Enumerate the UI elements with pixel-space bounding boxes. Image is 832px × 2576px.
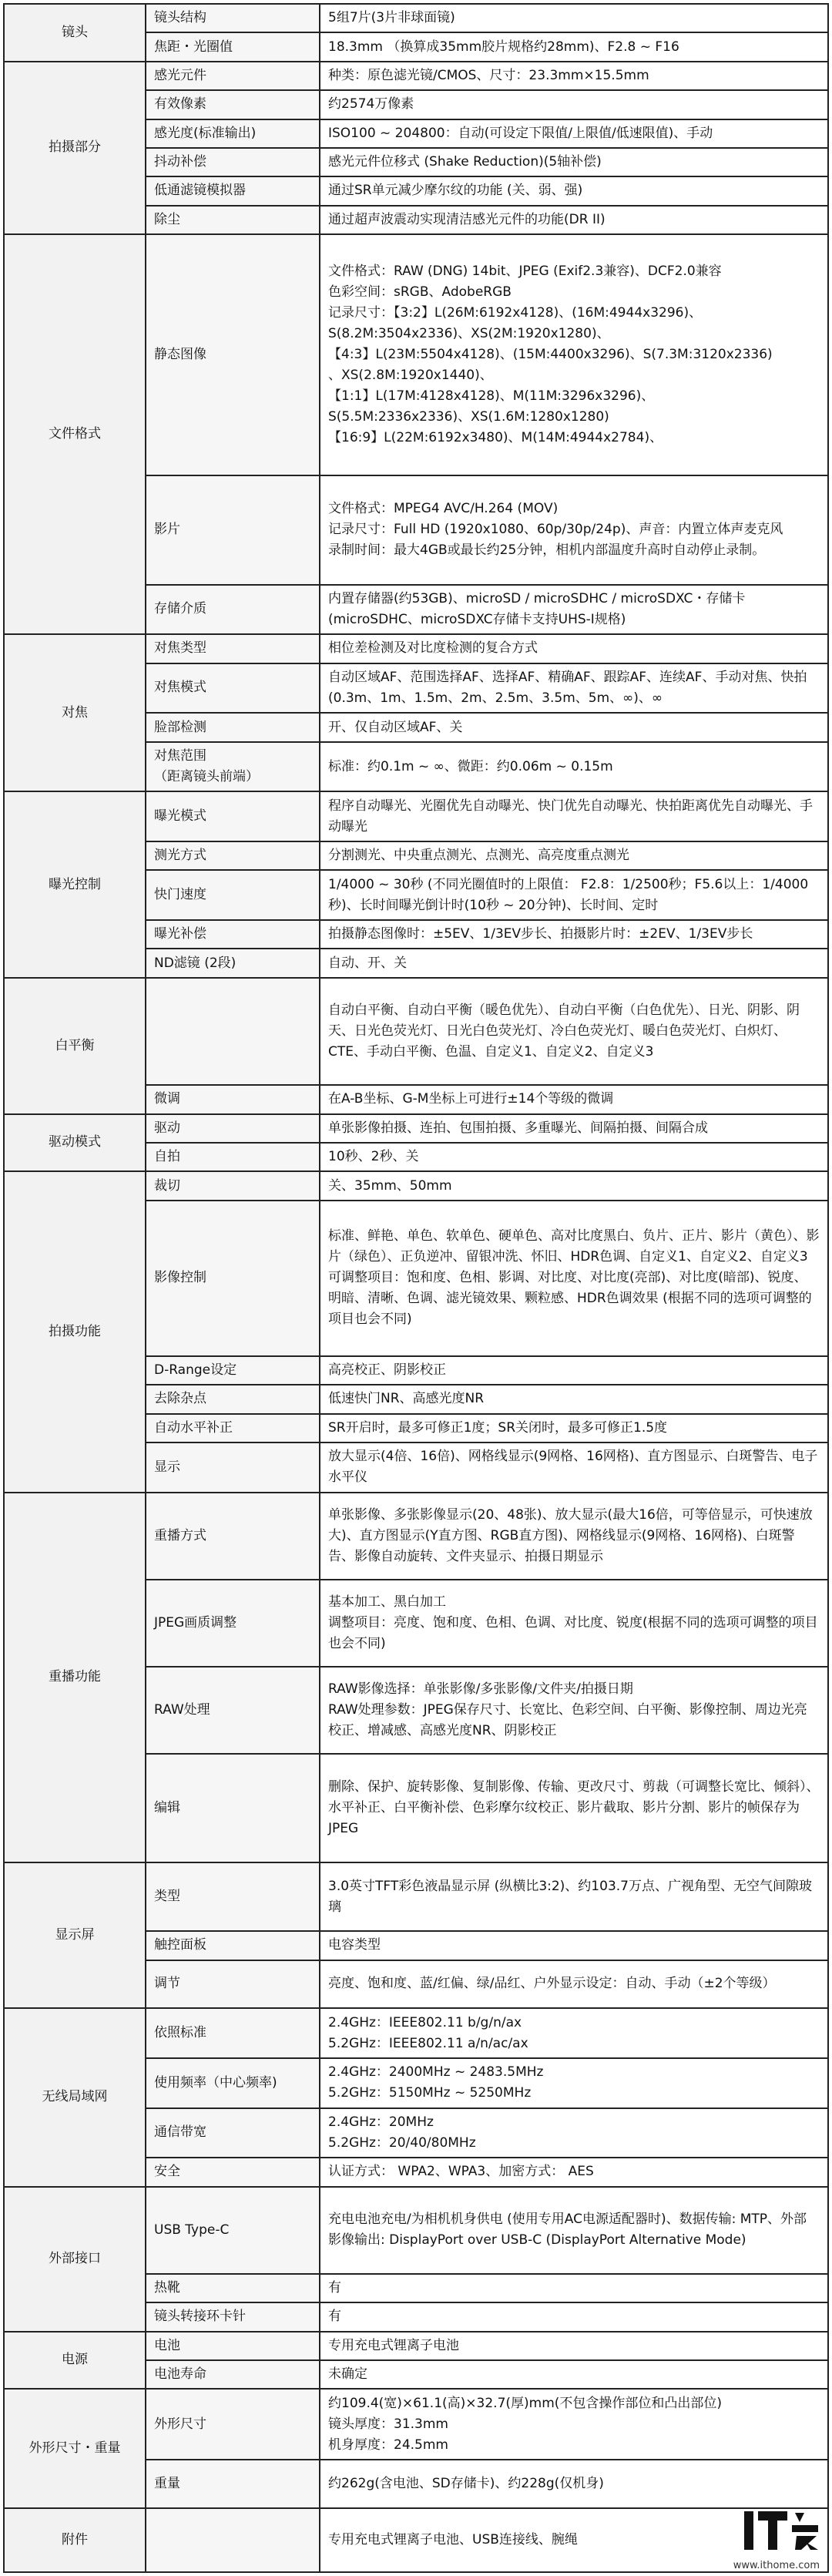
item-cell: 驱动 bbox=[146, 1114, 320, 1143]
item-cell: 对焦范围 （距离镜头前端） bbox=[146, 742, 320, 792]
watermark-url: www.ithome.com bbox=[733, 2560, 820, 2571]
value-line: 亮度、饱和度、蓝/红偏、绿/品红、户外显示设定：自动、手动（±2个等级） bbox=[328, 1976, 776, 1992]
category-cell: 文件格式 bbox=[4, 234, 146, 634]
item-cell: 外形尺寸 bbox=[146, 2389, 320, 2460]
item-cell: 影片 bbox=[146, 475, 320, 584]
value-cell bbox=[320, 2302, 828, 2331]
value-line: SR开启时，最多可修正1度；SR关闭时，最多可修正1.5度 bbox=[328, 1419, 668, 1436]
value-cell bbox=[320, 176, 828, 205]
value-line: 调整项目：亮度、饱和度、色相、色调、对比度、锐度(根据不同的选项可调整的项目也会不同) bbox=[328, 1614, 818, 1651]
value-cell bbox=[320, 2389, 828, 2460]
item-cell bbox=[146, 2508, 320, 2572]
value-line: 通过SR单元减少摩尔纹的功能 (关、弱、强) bbox=[328, 183, 583, 199]
value-line: 放大显示(4倍、16倍)、网格线显示(9网格、16网格)、直方图显示、白斑警告、电子水平仪 bbox=[328, 1449, 818, 1486]
value-cell bbox=[320, 1385, 828, 1413]
value-line: 充电电池充电/为相机机身供电 (使用专用AC电源适配器时)、数据传输: MTP、外部影像输出: DisplayPort over USB-C (DisplayPort Alternative Mode) bbox=[328, 2212, 807, 2249]
value-cell bbox=[320, 1356, 828, 1385]
value-line: S(8.2M:3504x2336)、XS(2M:1920x1280)、 bbox=[328, 326, 610, 342]
value-cell bbox=[320, 90, 828, 119]
value-cell bbox=[320, 2360, 828, 2389]
value-line: 感光元件位移式 (Shake Reduction)(5轴补偿) bbox=[328, 154, 602, 170]
item-cell: 对焦模式 bbox=[146, 663, 320, 714]
category-cell: 重播功能 bbox=[4, 1493, 146, 1863]
item-cell: 电池 bbox=[146, 2332, 320, 2360]
value-cell bbox=[320, 663, 828, 714]
value-line: 记录尺寸：Full HD (1920x1080、60p/30p/24p)、声音：内置立体声麦克风 bbox=[328, 522, 783, 538]
value-cell bbox=[320, 32, 828, 61]
item-cell: 除尘 bbox=[146, 206, 320, 234]
value-line: 在A-B坐标、G-M坐标上可进行±14个等级的微调 bbox=[328, 1091, 614, 1107]
value-line: (microSDHC、microSDXC存储卡支持UHS-I规格) bbox=[328, 611, 626, 627]
value-cell bbox=[320, 870, 828, 920]
item-cell: 显示 bbox=[146, 1442, 320, 1493]
value-line: 电容类型 bbox=[328, 1937, 381, 1953]
value-cell bbox=[320, 148, 828, 176]
spec-row bbox=[4, 1493, 828, 1580]
value-line: 删除、保护、旋转影像、复制影像、传输、更改尺寸、剪裁（可调整长宽比、倾斜）、水平补正、白平衡补偿、色彩摩尔纹校正、影片截取、影片分割、影片的帧保存为JPEG bbox=[328, 1779, 820, 1837]
item-cell: 抖动补偿 bbox=[146, 148, 320, 176]
value-cell bbox=[320, 920, 828, 949]
value-line: 关、35mm、50mm bbox=[328, 1177, 452, 1194]
value-cell bbox=[320, 2460, 828, 2508]
category-cell: 白平衡 bbox=[4, 978, 146, 1114]
value-line: 分割测光、中央重点测光、点测光、高亮度重点测光 bbox=[328, 848, 629, 864]
value-line: ISO100 ~ 204800：自动(可设定下限值/上限值/低速限值)、手动 bbox=[328, 125, 713, 141]
item-cell: 快门速度 bbox=[146, 870, 320, 920]
value-line: S(5.5M:2336x2336)、XS(1.6M:1280x1280) bbox=[328, 409, 609, 425]
item-cell: 依照标准 bbox=[146, 2008, 320, 2058]
value-line: 1/4000 ~ 30秒 (不同光圈值时的上限值： F2.8：1/2500秒；F5.6以上：1/4000秒)、长时间曝光倒计时(10秒 ~ 20分钟)、长时间、定时 bbox=[328, 876, 809, 913]
value-line: 内置存储器(约53GB)、microSD / microSDHC / microSDXC・存储卡 bbox=[328, 590, 746, 606]
item-cell: 镜头转接环卡针 bbox=[146, 2302, 320, 2331]
spec-row bbox=[4, 1862, 828, 1931]
value-cell bbox=[320, 791, 828, 841]
category-cell: 附件 bbox=[4, 2508, 146, 2572]
category-cell: 外形尺寸・重量 bbox=[4, 2389, 146, 2508]
value-cell bbox=[320, 2158, 828, 2186]
value-line: 约262g(含电池、SD存储卡)、约228g(仅机身) bbox=[328, 2476, 604, 2492]
value-line: RAW影像选择：单张影像/多张影像/文件夹/拍摄日期 bbox=[328, 1681, 633, 1697]
value-cell bbox=[320, 2274, 828, 2302]
spec-row bbox=[4, 634, 828, 663]
value-line: 5组7片(3片非球面镜) bbox=[328, 10, 455, 26]
item-cell: 使用频率（中心频率) bbox=[146, 2058, 320, 2108]
item-cell: 自拍 bbox=[146, 1143, 320, 1171]
item-cell: 安全 bbox=[146, 2158, 320, 2186]
value-cell bbox=[320, 1143, 828, 1171]
category-cell: 对焦 bbox=[4, 634, 146, 791]
value-line: 、XS(2.8M:1920x1440)、 bbox=[328, 368, 493, 384]
value-cell bbox=[320, 2332, 828, 2360]
spec-table-body bbox=[4, 4, 828, 2572]
value-line: 标准：约0.1m ~ ∞、微距：约0.06m ~ 0.15m bbox=[328, 758, 613, 774]
item-cell: 感光度(标准输出) bbox=[146, 119, 320, 148]
item-cell: JPEG画质调整 bbox=[146, 1580, 320, 1667]
value-cell bbox=[320, 1580, 828, 1667]
item-cell: 编辑 bbox=[146, 1754, 320, 1862]
spec-row bbox=[4, 62, 828, 90]
item-cell: 静态图像 bbox=[146, 234, 320, 475]
value-line: 拍摄静态图像时：±5EV、1/3EV步长、拍摄影片时：±2EV、1/3EV步长 bbox=[328, 926, 753, 942]
item-cell: 触控面板 bbox=[146, 1931, 320, 1960]
item-cell: RAW处理 bbox=[146, 1667, 320, 1754]
value-line: 5.2GHz：20/40/80MHz bbox=[328, 2134, 476, 2151]
value-cell bbox=[320, 1754, 828, 1862]
item-cell: 影像控制 bbox=[146, 1201, 320, 1356]
value-line: 通过超声波震动实现清洁感光元件的功能(DR II) bbox=[328, 211, 606, 227]
spec-row bbox=[4, 2187, 828, 2274]
value-line: 【16:9】L(22M:6192x3480)、M(14M:4944x2784)、 bbox=[328, 430, 663, 446]
category-cell: 电源 bbox=[4, 2332, 146, 2390]
item-cell: 重量 bbox=[146, 2460, 320, 2508]
value-cell bbox=[320, 978, 828, 1085]
item-cell: 类型 bbox=[146, 1862, 320, 1931]
value-cell bbox=[320, 206, 828, 234]
category-cell: 无线局域网 bbox=[4, 2008, 146, 2186]
item-cell: 脸部检测 bbox=[146, 713, 320, 741]
value-line: 专用充电式锂离子电池、USB连接线、腕绳 bbox=[328, 2531, 578, 2547]
item-cell: 去除杂点 bbox=[146, 1385, 320, 1413]
value-cell bbox=[320, 1493, 828, 1580]
value-line: 色彩空间：sRGB、AdobeRGB bbox=[328, 284, 512, 301]
value-line: 约109.4(宽)×61.1(高)×32.7(厚)mm(不包含操作部位和凸出部位) bbox=[328, 2395, 723, 2411]
value-line: 自动、开、关 bbox=[328, 955, 407, 971]
item-cell: 有效像素 bbox=[146, 90, 320, 119]
value-line: 单张影像拍摄、连拍、包围拍摄、多重曝光、间隔拍摄、间隔合成 bbox=[328, 1120, 708, 1136]
value-line: 文件格式：RAW (DNG) 14bit、JPEG (Exif2.3兼容)、DCF2.0兼容 bbox=[328, 264, 722, 280]
value-cell bbox=[320, 949, 828, 977]
value-line: 10秒、2秒、关 bbox=[328, 1149, 419, 1165]
value-cell bbox=[320, 1960, 828, 2009]
ithome-logo bbox=[741, 2505, 821, 2556]
spec-row bbox=[4, 4, 828, 32]
value-line: 约2574万像素 bbox=[328, 96, 414, 113]
value-line: 自动区域AF、范围选择AF、选择AF、精确AF、跟踪AF、连续AF、手动对焦、快拍(0.3m、1m、1.5m、2m、2.5m、3.5m、5m、∞)、∞ bbox=[328, 669, 807, 706]
value-line: 有 bbox=[328, 2309, 341, 2325]
item-cell bbox=[146, 978, 320, 1085]
value-line: 基本加工、黑白加工 bbox=[328, 1594, 446, 1610]
value-line: 2.4GHz：2400MHz ~ 2483.5MHz bbox=[328, 2064, 544, 2081]
value-cell bbox=[320, 1171, 828, 1200]
value-line: 机身厚度：24.5mm bbox=[328, 2437, 448, 2453]
value-cell bbox=[320, 2008, 828, 2058]
item-cell: ND滤镜 (2段) bbox=[146, 949, 320, 977]
category-cell: 曝光控制 bbox=[4, 791, 146, 977]
value-line: 认证方式： WPA2、WPA3、加密方式： AES bbox=[328, 2164, 594, 2180]
spec-table bbox=[3, 3, 829, 2573]
item-cell: D-Range设定 bbox=[146, 1356, 320, 1385]
value-cell bbox=[320, 475, 828, 584]
item-cell: 调节 bbox=[146, 1960, 320, 2009]
item-cell: 镜头结构 bbox=[146, 4, 320, 32]
value-cell bbox=[320, 634, 828, 663]
value-line: 可调整项目：饱和度、色相、影调、对比度、对比度(亮部)、对比度(暗部)、锐度、明暗、清晰、色调、滤光镜效果、颗粒感、HDR色调效果 (根据不同的选项可调整的项目也会不同) bbox=[328, 1270, 812, 1328]
value-line: 镜头厚度：31.3mm bbox=[328, 2416, 448, 2432]
category-cell: 拍摄功能 bbox=[4, 1171, 146, 1492]
item-cell: 低通滤镜模拟器 bbox=[146, 176, 320, 205]
spec-row bbox=[4, 2008, 828, 2058]
item-cell: 存储介质 bbox=[146, 585, 320, 635]
value-cell bbox=[320, 1114, 828, 1143]
value-cell bbox=[320, 234, 828, 475]
spec-row bbox=[4, 978, 828, 1085]
value-cell bbox=[320, 1931, 828, 1960]
spec-row bbox=[4, 2332, 828, 2360]
value-cell bbox=[320, 2108, 828, 2158]
value-cell bbox=[320, 62, 828, 90]
value-line: 低速快门NR、高感光度NR bbox=[328, 1391, 485, 1407]
value-line: 记录尺寸：【3:2】L(26M:6192x4128)、(16M:4944x3296)、 bbox=[328, 305, 703, 321]
category-cell: 驱动模式 bbox=[4, 1114, 146, 1172]
value-line: 【1:1】L(17M:4128x4128)、M(11M:3296x3296)、 bbox=[328, 388, 655, 405]
item-cell: 通信带宽 bbox=[146, 2108, 320, 2158]
spec-row bbox=[4, 1114, 828, 1143]
value-cell bbox=[320, 1442, 828, 1493]
spec-row bbox=[4, 791, 828, 841]
value-cell bbox=[320, 1085, 828, 1113]
item-cell: 热靴 bbox=[146, 2274, 320, 2302]
value-line: 开、仅自动区域AF、关 bbox=[328, 719, 463, 735]
value-line: 5.2GHz：IEEE802.11 a/n/ac/ax bbox=[328, 2035, 528, 2051]
value-line: 3.0英寸TFT彩色液晶显示屏 (纵横比3:2)、约103.7万点、广视角型、无空气间隙玻璃 bbox=[328, 1878, 812, 1915]
item-cell: 曝光补偿 bbox=[146, 920, 320, 949]
category-cell: 显示屏 bbox=[4, 1862, 146, 2008]
value-line: RAW处理参数：JPEG保存尺寸、长宽比、色彩空间、白平衡、影像控制、周边光亮校正、增减感、高感光度NR、阴影校正 bbox=[328, 1701, 807, 1738]
value-line: 【4:3】L(23M:5504x4128)、(15M:4400x3296)、S(7.3M:3120x2336) bbox=[328, 347, 773, 363]
value-line: 录制时间：最大4GB或最长约25分钟，相机内部温度升高时自动停止录制。 bbox=[328, 542, 766, 559]
value-cell bbox=[320, 713, 828, 741]
value-cell bbox=[320, 119, 828, 148]
value-cell bbox=[320, 841, 828, 870]
value-line: 高亮校正、阴影校正 bbox=[328, 1362, 446, 1378]
category-cell: 外部接口 bbox=[4, 2187, 146, 2332]
value-line: 文件格式：MPEG4 AVC/H.264 (MOV) bbox=[328, 501, 559, 517]
value-cell bbox=[320, 2058, 828, 2108]
value-cell bbox=[320, 1201, 828, 1356]
spec-row bbox=[4, 2389, 828, 2460]
value-line: 未确定 bbox=[328, 2366, 367, 2383]
value-line: 相位差检测及对比度检测的复合方式 bbox=[328, 640, 538, 657]
value-cell bbox=[320, 2187, 828, 2274]
item-cell: 测光方式 bbox=[146, 841, 320, 870]
value-cell bbox=[320, 1862, 828, 1931]
item-cell: 曝光模式 bbox=[146, 791, 320, 841]
item-cell: 感光元件 bbox=[146, 62, 320, 90]
value-line: 自动白平衡、自动白平衡（暖色优先）、自动白平衡（白色优先）、日光、阴影、阴天、日光色荧光灯、日光白色荧光灯、冷白色荧光灯、暖白色荧光灯、白炽灯、CTE、手动白平衡、色温、自定义1、自定义2、自定义3 bbox=[328, 1002, 800, 1060]
value-line: 5.2GHz：5150MHz ~ 5250MHz bbox=[328, 2085, 532, 2101]
spec-row bbox=[4, 2508, 828, 2572]
value-line: 18.3mm （换算成35mm胶片规格约28mm)、F2.8 ~ F16 bbox=[328, 39, 679, 55]
value-line: 2.4GHz：IEEE802.11 b/g/n/ax bbox=[328, 2014, 522, 2030]
item-cell: 微调 bbox=[146, 1085, 320, 1113]
item-cell: 对焦类型 bbox=[146, 634, 320, 663]
item-cell: 焦距・光圈值 bbox=[146, 32, 320, 61]
item-cell: 自动水平补正 bbox=[146, 1414, 320, 1442]
value-line: 2.4GHz：20MHz bbox=[328, 2114, 434, 2130]
value-line: 有 bbox=[328, 2279, 341, 2296]
category-cell: 镜头 bbox=[4, 4, 146, 62]
value-line: 专用充电式锂离子电池 bbox=[328, 2337, 459, 2353]
value-cell bbox=[320, 4, 828, 32]
value-cell bbox=[320, 1414, 828, 1442]
value-line: 程序自动曝光、光圈优先自动曝光、快门优先自动曝光、快拍距离优先自动曝光、手动曝光 bbox=[328, 798, 813, 835]
value-line: 标准、鲜艳、单色、软单色、硬单色、高对比度黑白、负片、正片、影片（黄色）、影片（绿色）、正负逆冲、留银冲洗、怀旧、HDR色调、自定义1、自定义2、自定义3 bbox=[328, 1228, 820, 1265]
item-cell: 电池寿命 bbox=[146, 2360, 320, 2389]
item-cell: 裁切 bbox=[146, 1171, 320, 1200]
spec-row bbox=[4, 1171, 828, 1200]
value-cell bbox=[320, 742, 828, 792]
category-cell: 拍摄部分 bbox=[4, 62, 146, 234]
value-line: 单张影像、多张影像显示(20、48张)、放大显示(最大16倍，可等倍显示，可快速放大)、直方图显示(Y直方图、RGB直方图)、网格线显示(9网格、16网格)、白斑警告、影像自动旋转、文件夹显示、拍摄日期显示 bbox=[328, 1506, 813, 1564]
item-cell: USB Type-C bbox=[146, 2187, 320, 2274]
value-cell bbox=[320, 1667, 828, 1754]
value-line: 种类：原色滤光镜/CMOS、尺寸：23.3mm×15.5mm bbox=[328, 67, 649, 83]
spec-row bbox=[4, 234, 828, 475]
item-cell: 重播方式 bbox=[146, 1493, 320, 1580]
value-cell bbox=[320, 585, 828, 635]
